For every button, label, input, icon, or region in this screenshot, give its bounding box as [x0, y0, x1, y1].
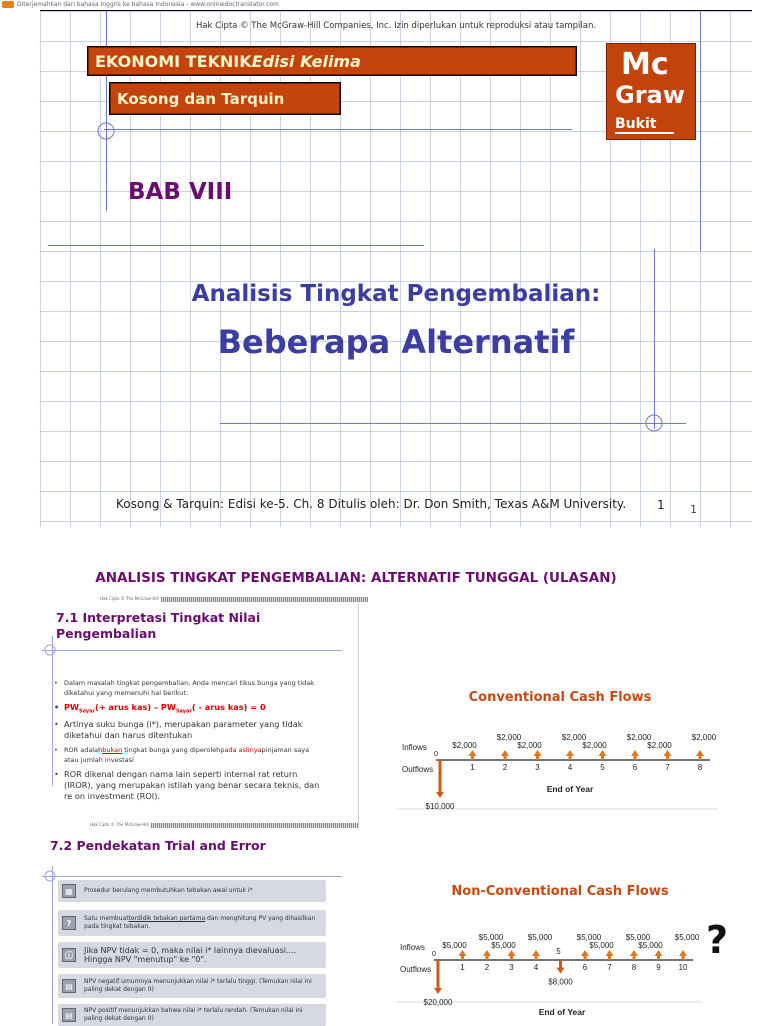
- corner-circle-icon: [44, 870, 56, 882]
- inflow-arrowhead: [469, 750, 477, 756]
- inflow-arrowhead: [631, 750, 639, 756]
- cash-flow-value-label: $5,000: [442, 941, 467, 950]
- book-title-box: [88, 47, 576, 75]
- book-title: EKONOMI TEKNIK: [95, 52, 252, 71]
- logo-line-bukit: Bukit: [615, 116, 674, 134]
- cash-flow-value-label: $2,000: [582, 741, 607, 750]
- step-item: [58, 910, 326, 936]
- decor-vline: [52, 636, 53, 786]
- decor-hline: [42, 876, 342, 877]
- year-tick-label: 3: [535, 763, 540, 772]
- bullet-item: • Artinya suku bunga (i*), merupakan parameter yang tidak diketahui dan harus ditentukan: [54, 719, 324, 741]
- step-text: Satu membuatterdidik tebakan pertama dan menghitung PV yang dihasilkan pada tingkat tebakan.: [84, 915, 316, 930]
- step-item: [58, 974, 326, 998]
- inflow-arrowhead: [459, 950, 467, 956]
- year-tick-label: 10: [678, 963, 688, 972]
- cash-flow-value-label: $5,000: [674, 933, 700, 942]
- chart-icon: ▤: [62, 979, 76, 993]
- year-tick-label: 6: [582, 963, 588, 972]
- slide-subtitle: Analisis Tingkat Pengembalian:: [191, 281, 601, 307]
- year-tick-label: 6: [632, 763, 638, 772]
- year-tick-label: 7: [607, 963, 612, 972]
- decor-hline: [104, 129, 572, 130]
- cash-flow-value-label: $5,000: [527, 933, 553, 942]
- cash-flow-value-label: $5,000: [589, 941, 614, 950]
- year-tick-label: 9: [656, 963, 661, 972]
- translator-banner[interactable]: [0, 0, 279, 9]
- year-tick-label: 4: [533, 963, 539, 972]
- cash-flow-value-label: $2,000: [691, 733, 717, 742]
- year-tick-label: 5: [556, 947, 561, 956]
- logo-line-mc: Mc: [621, 47, 669, 82]
- slide2-heading: ANALISIS TINGKAT PENGEMBALIAN: ALTERNATIF TUNGGAL (ULASAN): [95, 570, 617, 586]
- mcgraw-hill-logo: [606, 43, 696, 140]
- step-text: NPV negatif umumnya menunjukkan nilai i* terlalu tinggi. (Temukan nilai ini paling dekat dengan 0): [84, 978, 312, 993]
- outflows-label: Outflows: [402, 765, 434, 774]
- info-icon: ⓘ: [62, 948, 76, 962]
- section-7-1-title: 7.1 Interpretasi Tingkat Nilai Pengembalian: [56, 610, 261, 641]
- translator-banner-text: Diterjemahkan dari bahasa Inggris ke bahasa Indonesia - www.onlinedoctranslator.com: [17, 1, 279, 8]
- outflow-arrowhead: [557, 968, 565, 974]
- chart-icon: ▤: [62, 1008, 76, 1022]
- decor-hline: [220, 423, 686, 424]
- chapter-label: BAB VIII: [128, 179, 233, 205]
- copyright-strip: [90, 822, 358, 828]
- year-tick-label: 1: [470, 763, 475, 772]
- year-tick-label: 2: [502, 763, 508, 772]
- nonconventional-cash-flow-chart: [396, 902, 706, 1024]
- x-axis-label: End of Year: [546, 784, 594, 794]
- inflow-arrowhead: [501, 750, 509, 756]
- year-tick-label: 8: [697, 763, 703, 772]
- inflow-arrowhead: [679, 950, 687, 956]
- decor-vline: [106, 11, 107, 211]
- cash-flow-value-label: $2,000: [561, 733, 587, 742]
- inflow-arrowhead: [581, 950, 589, 956]
- logo-line-graw: Graw: [615, 81, 685, 109]
- outflows-label: Outflows: [400, 965, 432, 974]
- corner-circle-icon: [644, 413, 664, 433]
- outflow-arrowhead: [436, 792, 444, 798]
- step-item: [58, 942, 326, 968]
- section-7-2-title: 7.2 Pendekatan Trial and Error: [50, 838, 266, 853]
- decor-vline: [52, 866, 53, 1024]
- page-number-secondary: 1: [690, 503, 697, 516]
- inflows-label: Inflows: [402, 743, 427, 752]
- year-tick-label: 5: [600, 763, 605, 772]
- step-text: Prosedur berulang membutuhkan tebakan awal untuk i*: [84, 887, 253, 894]
- bullet-item: • Dalam masalah tingkat pengembalian, Anda mencari tikus bunga yang tidak diketahui yang memenuhi hal berikut:: [54, 678, 324, 698]
- bullet-item: • ROR dikenal dengan nama lain seperti internal rat return (IROR), yang merupakan istilah yang benar secara teknis, dan re on investment (ROI).: [54, 769, 324, 802]
- slide-footer: Kosong & Tarquin: Edisi ke-5. Ch. 8 Ditulis oleh: Dr. Don Smith, Texas A&M University.: [116, 497, 627, 511]
- bullet-formula: • $PW_{Sayar}(+$ arus $kas) - PW_{Sayar}$( - arus kas) = 0: [54, 702, 324, 715]
- decor-hline: [42, 650, 342, 651]
- question-icon: ?: [62, 916, 76, 930]
- inflow-arrowhead: [696, 750, 704, 756]
- inflow-arrowhead: [566, 750, 574, 756]
- step-text: NPV positif menunjukkan bahwa nilai i* terlalu rendah. (Temukan nilai ini paling dekat dengan 0): [84, 1007, 303, 1022]
- inflow-arrowhead: [606, 950, 614, 956]
- inflow-arrowhead: [508, 950, 516, 956]
- chart-title-nonconventional: Non-Conventional Cash Flows: [451, 884, 669, 899]
- inflow-arrowhead: [655, 950, 663, 956]
- inflow-arrowhead: [599, 750, 607, 756]
- cash-flow-value-label: $2,000: [452, 741, 477, 750]
- year-tick-label: 4: [567, 763, 573, 772]
- tiny-copyright: Hak Cipta © The McGraw-Hill: [90, 822, 149, 827]
- inflows-label: Inflows: [400, 943, 425, 952]
- inflow-arrowhead: [483, 950, 491, 956]
- cash-flow-value-label: $2,000: [496, 733, 522, 742]
- cash-flow-value-label: $5,000: [638, 941, 663, 950]
- outflow-arrowhead: [434, 988, 442, 994]
- cash-flow-value-label: $5,000: [576, 933, 602, 942]
- cash-flow-value-label: $2,000: [647, 741, 672, 750]
- corner-circle-icon: [44, 644, 56, 656]
- step-text: Jika NPV tidak = 0, maka nilai i* lainnya dievaluasi.... Hingga NPV "menutup" ke "0".: [84, 946, 297, 964]
- section-7-1-bullets: [54, 678, 324, 806]
- step-item: [58, 1004, 326, 1026]
- year-tick-label: 1: [460, 963, 465, 972]
- chart-title-conventional: Conventional Cash Flows: [468, 690, 652, 705]
- year-tick-label: 3: [509, 963, 514, 972]
- calculator-icon: ▦: [62, 884, 76, 898]
- book-edition: Edisi Kelima: [251, 52, 361, 71]
- bullet-item: • ROR adalahbukan tingkat bunga yang diperolehpada aslinyapinjaman saya atau jumlah investasi: [54, 745, 324, 765]
- translator-logo-icon: [2, 1, 14, 8]
- inflow-arrowhead: [630, 950, 638, 956]
- zero-label: 0: [434, 751, 438, 758]
- cash-flow-value-label: $10,000: [425, 802, 455, 811]
- year-tick-label: 8: [631, 963, 637, 972]
- cash-flow-value-label: $2,000: [626, 733, 652, 742]
- decor-hline: [48, 245, 424, 246]
- cash-flow-value-label: $5,000: [491, 941, 516, 950]
- year-tick-label: 2: [484, 963, 490, 972]
- page-number: 1: [657, 498, 665, 512]
- copyright-notice: Hak Cipta © The McGraw-Hill Companies, Inc. Izin diperlukan untuk reproduksi atau tampilan.: [195, 21, 597, 31]
- year-tick-label: 7: [665, 763, 670, 772]
- zero-label: 0: [432, 951, 436, 958]
- decor-vline: [700, 11, 701, 251]
- step-item: [58, 880, 326, 902]
- cash-flow-value-label: $8,000: [548, 977, 573, 987]
- cash-flow-value-label: $5,000: [625, 933, 651, 942]
- cash-flow-value-label: $5,000: [478, 933, 504, 942]
- slide-title: Beberapa Alternatif: [217, 323, 575, 361]
- corner-circle-icon: [96, 121, 116, 141]
- inflow-arrowhead: [534, 750, 542, 756]
- question-mark-annotation: ?: [706, 918, 729, 962]
- conventional-cash-flow-chart: [396, 706, 726, 812]
- cash-flow-value-label: $20,000: [423, 998, 453, 1007]
- author-box: Kosong dan Tarquin: [110, 83, 340, 114]
- cash-flow-value-label: $2,000: [517, 741, 542, 750]
- title-slide: [40, 10, 752, 527]
- inflow-arrowhead: [532, 950, 540, 956]
- tiny-copyright: Hak Cipta © The McGraw-Hill: [100, 596, 159, 601]
- inflow-arrowhead: [664, 750, 672, 756]
- x-axis-label: End of Year: [538, 1007, 586, 1017]
